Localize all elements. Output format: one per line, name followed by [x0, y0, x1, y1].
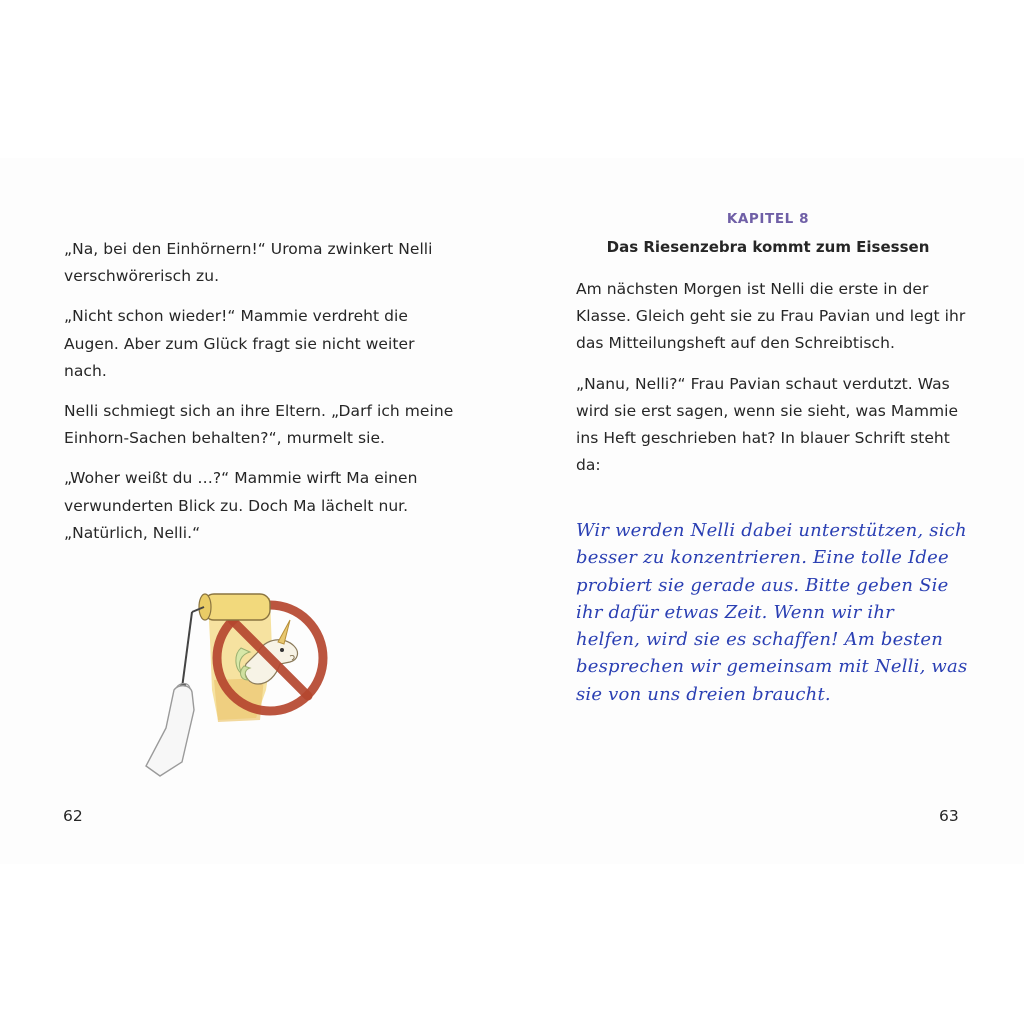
handwritten-line: ihr dafür etwas Zeit. Wenn wir ihr [576, 601, 894, 623]
right-page [512, 0, 1024, 1024]
paragraph: Nelli schmiegt sich an ihre Eltern. „Darf ich meine Einhorn-Sachen behalten?“, murmelt sie. [64, 402, 454, 448]
handwritten-line: helfen, wird sie es schaffen! Am besten [576, 629, 943, 651]
handwritten-line: besser zu konzentrieren. Eine tolle Idee [576, 547, 949, 569]
paragraph: „Woher weißt du …?“ Mammie wirft Ma einen verwunderten Blick zu. Doch Ma lächelt nur. „Natürlich, Nelli.“ [64, 469, 418, 542]
paragraph: „Nicht schon wieder!“ Mammie verdreht die Augen. Aber zum Glück fragt sie nicht weiter nach. [64, 307, 415, 380]
handwritten-note [576, 517, 976, 708]
chapter-title: Das Riesenzebra kommt zum Eisessen [606, 238, 930, 256]
paint-roller-unicorn-illustration [138, 580, 338, 780]
handwritten-line: Wir werden Nelli dabei unterstützen, sich [576, 520, 967, 541]
handwritten-line: besprechen wir gemeinsam mit Nelli, was [576, 656, 968, 678]
paragraph: „Na, bei den Einhörnern!“ Uroma zwinkert Nelli verschwörerisch zu. [64, 240, 433, 286]
paragraph: Am nächsten Morgen ist Nelli die erste in der Klasse. Gleich geht sie zu Frau Pavian und legt ihr das Mitteilungsheft auf den Schreibtisch. [576, 280, 966, 353]
left-page-body [64, 236, 454, 560]
right-page-body [576, 276, 971, 492]
chapter-label: KAPITEL 8 [726, 211, 810, 227]
handwritten-line: probiert sie gerade aus. Bitte geben Sie [576, 574, 949, 596]
paragraph: „Nanu, Nelli?“ Frau Pavian schaut verdutzt. Was wird sie erst sagen, wenn sie sieht, was Mammie ins Heft geschrieben hat? In blauer Schrift steht da: [576, 374, 959, 475]
page-number: 63 [939, 807, 959, 825]
handwritten-line: sie von uns dreien braucht. [576, 683, 831, 705]
arm-illustration [146, 684, 194, 777]
page-number: 62 [63, 807, 83, 825]
